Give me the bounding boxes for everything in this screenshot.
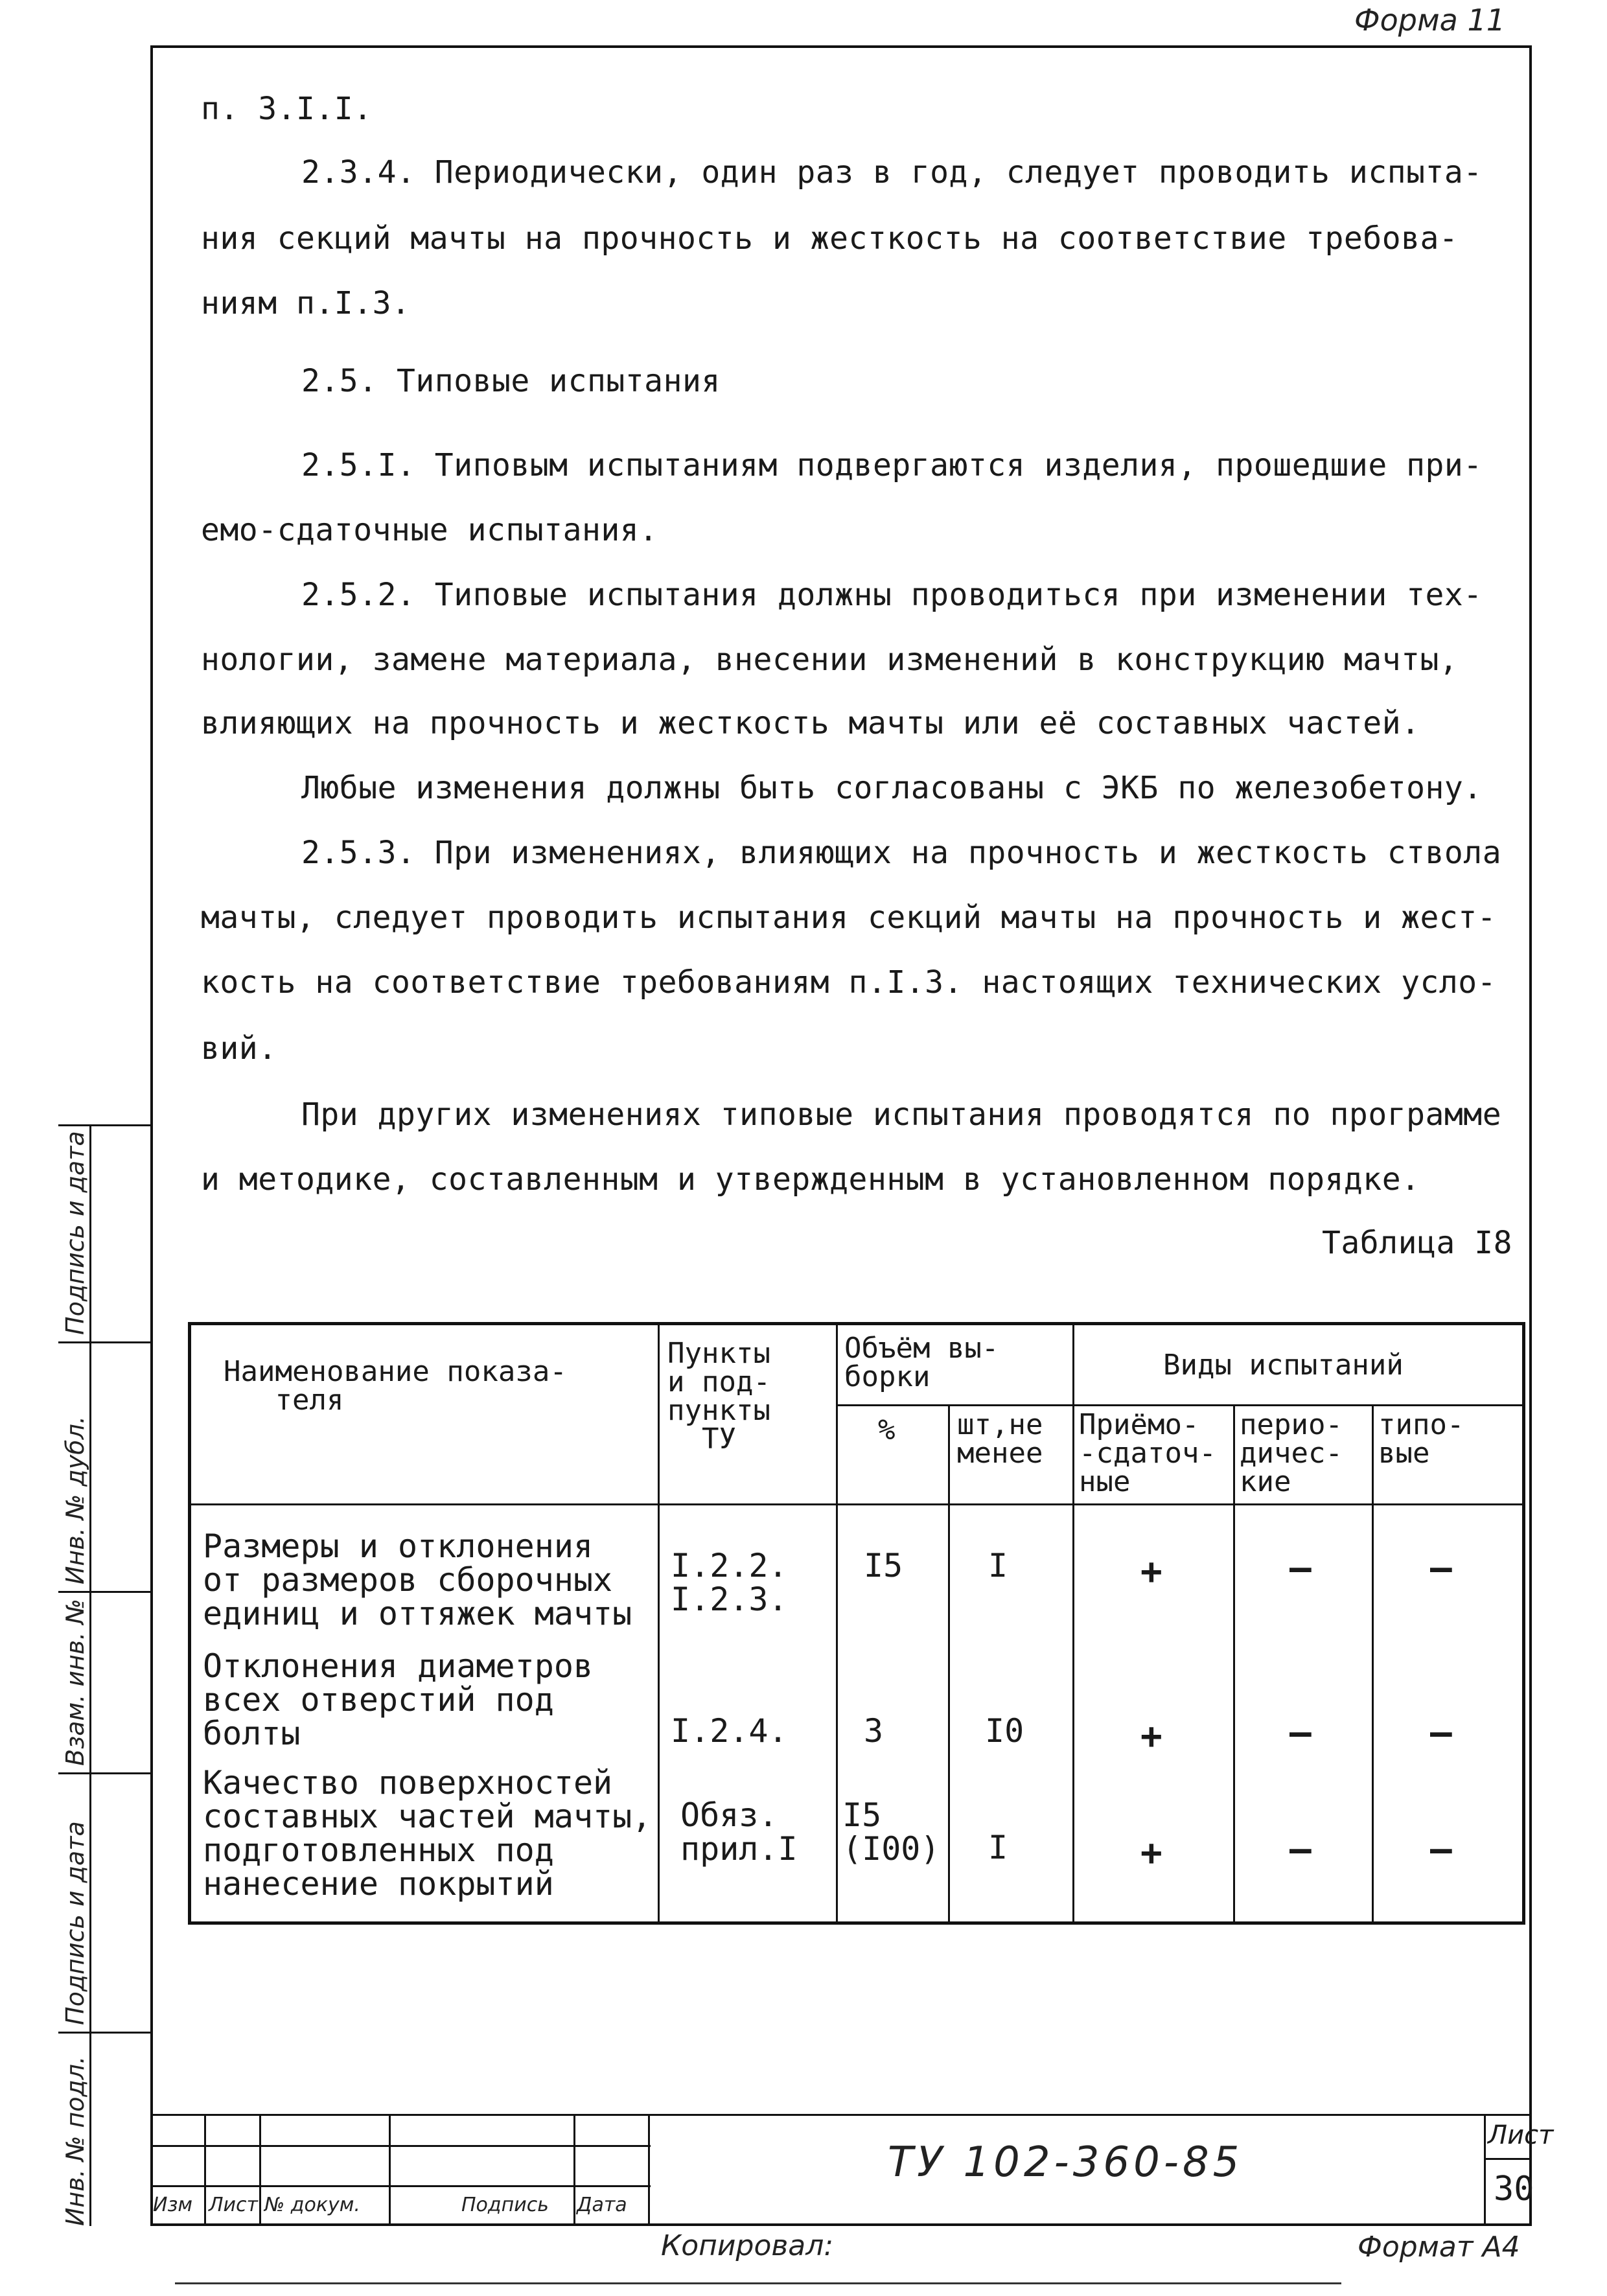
document-code: ТУ 102-360-85 [888,2139,1243,2186]
header-sample: Объём вы- борки [844,1332,999,1393]
row1-periodic: – [1289,1547,1312,1589]
side-stamp-strip [58,1124,149,2226]
row3-percent: I5 (I00) [842,1796,940,1868]
title-block-col [648,2114,650,2225]
title-block-col [573,2114,575,2225]
title-block-col [1484,2114,1486,2225]
side-strip-divider [58,1124,150,1126]
row2-periodic: – [1289,1711,1312,1754]
body-line: и методике, составленным и утвержденным в установленном порядке. [201,1161,1420,1198]
row2-type: – [1430,1711,1452,1754]
side-strip-divider [89,1124,91,2226]
body-line: нологии, замене материала, внесении изменений в конструкцию мачты, [201,642,1459,678]
format-label: Формат А4 [1358,2231,1520,2264]
side-strip-divider [58,1772,150,1774]
footer-rule [175,2282,1341,2284]
frame-left-border [150,45,153,2226]
side-label-duplicate-inventory: Инв. № дубл. [61,1416,89,1584]
table-col-divider [658,1325,660,1921]
body-line: мачты, следует проводить испытания секций мачты на прочность и жест- [201,899,1497,936]
row2-name: Отклонения диаметров всех отверстий под болты [203,1647,594,1752]
form-label: Форма 11 [1354,3,1505,38]
side-strip-divider [58,2032,150,2034]
title-block-col [389,2114,391,2225]
row1-percent: I5 [864,1547,903,1584]
title-block-col [259,2114,261,2225]
sheet-number: 30 [1494,2170,1534,2209]
side-label-signature-date: Подпись и дата [61,1821,89,2025]
row1-acceptance: + [1140,1551,1162,1593]
side-strip-divider [58,1591,150,1593]
side-strip-divider [58,1341,150,1343]
header-periodic: перио- дичес- кие [1240,1408,1343,1498]
header-type: типо- вые [1378,1408,1464,1470]
label-sheet: Лист [209,2194,259,2216]
frame-bottom-border [150,2223,1532,2226]
label-signature: Подпись [461,2194,549,2216]
body-line: 2.5. Типовые испытания [301,363,721,399]
row3-type: – [1430,1828,1452,1870]
copied-by-label: Копировал: [661,2229,834,2262]
row3-pcs: I [988,1829,1008,1866]
row3-periodic: – [1289,1828,1312,1870]
side-label-signature-date-top: Подпись и дата [61,1131,89,1335]
header-points: Пункты и под- пункты ТУ [667,1337,770,1455]
row1-name: Размеры и отклонения от размеров сборочных единиц и оттяжек мачты [203,1527,632,1632]
table-row-divider [191,1503,1523,1505]
row2-pcs: I0 [985,1712,1024,1750]
label-change: Изм [153,2194,193,2216]
row2-acceptance: + [1140,1715,1162,1757]
body-line: вий. [201,1030,277,1067]
body-line: ниям п.I.3. [201,285,411,321]
sheet-label: Лист [1488,2120,1554,2150]
body-line: кость на соответствие требованиям п.I.3. настоящих технических усло- [201,964,1497,1001]
row3-points: Обяз. прил.I [680,1796,798,1868]
body-line: 2.5.2. Типовые испытания должны проводиться при изменении тех- [301,577,1483,613]
table-row-divider [836,1404,1523,1406]
table-col-divider [836,1325,838,1921]
header-name: Наименование показа- теля [224,1355,567,1417]
table-col-divider [948,1406,950,1921]
table-col-divider [1372,1406,1374,1921]
row3-name: Качество поверхностей составных частей мачты, подготовленных под нанесение покрытий [203,1764,652,1903]
body-line: 2.3.4. Периодически, один раз в год, следует проводить испыта- [301,154,1483,191]
body-line: 2.5.3. При изменениях, влияющих на прочность и жесткость ствола [301,835,1502,871]
body-line: Любые изменения должны быть согласованы с ЭКБ по железобетону. [301,770,1483,806]
row1-points: I.2.2. I.2.3. [671,1547,788,1618]
body-line: емо-сдаточные испытания. [201,512,658,548]
label-doc-number: № докум. [264,2194,360,2216]
header-acceptance: Приёмо- -сдаточ- ные [1079,1408,1216,1498]
label-date: Дата [577,2194,627,2216]
side-label-replacement-inventory: Взам. инв. № [61,1598,89,1766]
header-percent: % [878,1413,896,1446]
row1-pcs: I [988,1547,1008,1584]
table-col-divider [1072,1325,1074,1921]
side-label-original-inventory: Инв. № подл. [61,2056,89,2226]
table-col-divider [1233,1406,1235,1921]
body-line: ния секций мачты на прочность и жесткость на соответствие требова- [201,220,1459,257]
header-pcs: шт,не менее [957,1408,1043,1470]
frame-top-border [150,45,1532,48]
frame-right-border [1529,45,1532,2226]
table-caption: Таблица I8 [1322,1225,1512,1261]
title-block-top-line [150,2114,1532,2116]
header-kinds: Виды испытаний [1163,1349,1404,1382]
body-line: При других изменениях типовые испытания проводятся по программе [301,1096,1502,1133]
title-block-line [150,2145,651,2147]
title-block-line [1484,2158,1532,2160]
test-table [188,1322,1525,1925]
row1-type: – [1430,1547,1452,1589]
body-line: влияющих на прочность и жесткость мачты или её составных частей. [201,705,1420,741]
row2-percent: 3 [864,1712,884,1750]
row2-points: I.2.4. [671,1712,788,1750]
title-block-col [204,2114,206,2225]
body-line: 2.5.I. Типовым испытаниям подвергаются изделия, прошедшие при- [301,447,1483,483]
title-block-line [150,2185,651,2187]
row3-acceptance: + [1140,1832,1162,1874]
body-line: п. 3.I.I. [201,91,373,127]
